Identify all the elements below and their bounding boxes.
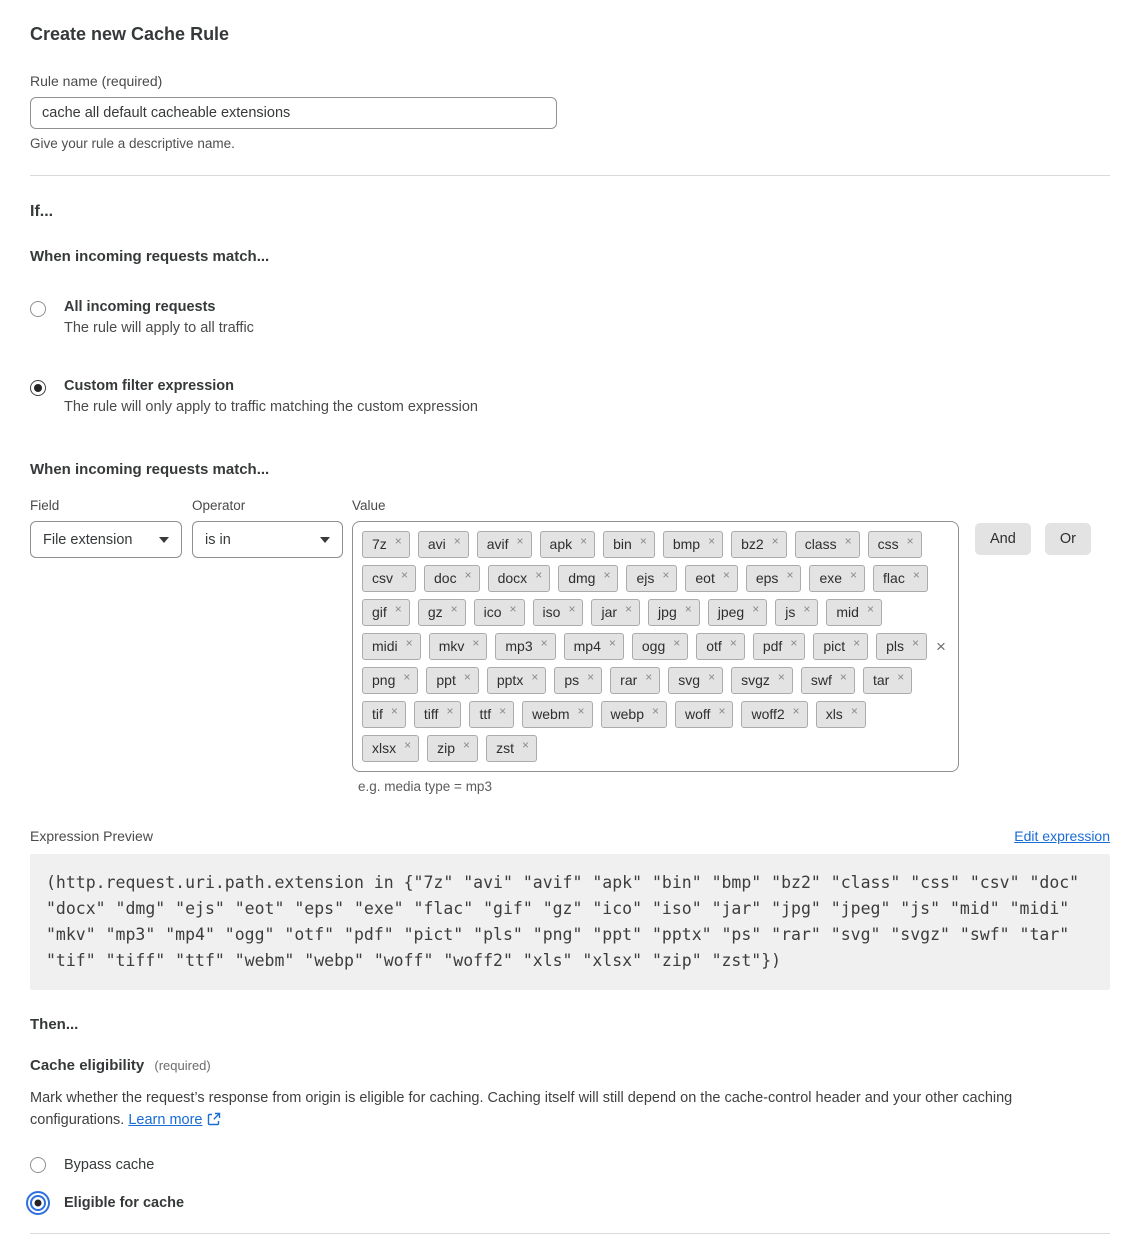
extension-tag-label: css xyxy=(877,536,899,552)
extension-tag-label: ico xyxy=(483,604,502,620)
extension-tag xyxy=(873,565,928,592)
edit-expression-link[interactable]: Edit expression xyxy=(1014,828,1110,844)
extension-tag-label: mid xyxy=(836,604,859,620)
extension-tag xyxy=(603,531,655,558)
remove-tag-icon[interactable]: × xyxy=(463,670,471,684)
cache-eligibility-description xyxy=(30,1087,1110,1133)
extension-tag xyxy=(362,565,416,592)
extension-tag xyxy=(746,565,802,592)
extension-tag xyxy=(685,565,737,592)
remove-tag-icon[interactable]: × xyxy=(839,670,847,684)
extension-tag xyxy=(418,531,469,558)
remove-tag-icon[interactable]: × xyxy=(625,602,633,616)
extension-tag-label: iso xyxy=(542,604,561,620)
remove-tag-icon[interactable]: × xyxy=(509,602,517,616)
extension-tag-label: jar xyxy=(601,604,618,620)
extension-tag-label: mp4 xyxy=(573,638,601,654)
filter-builder-row xyxy=(30,498,1110,794)
extension-tag xyxy=(488,565,551,592)
and-button[interactable]: And xyxy=(975,523,1031,555)
remove-tag-icon[interactable]: × xyxy=(446,704,454,718)
extension-tag-label: ttf xyxy=(479,706,492,722)
remove-tag-icon[interactable]: × xyxy=(771,534,779,548)
extension-tag-label: doc xyxy=(434,570,457,586)
radio-selected-icon[interactable] xyxy=(30,1195,46,1211)
remove-tag-icon[interactable]: × xyxy=(580,534,588,548)
extension-tag-label: otf xyxy=(706,638,722,654)
extension-tag-label: tif xyxy=(372,706,383,722)
remove-tag-icon[interactable]: × xyxy=(850,704,858,718)
remove-tag-icon[interactable]: × xyxy=(568,602,576,616)
remove-tag-icon[interactable]: × xyxy=(521,738,529,752)
expression-preview-label: Expression Preview xyxy=(30,828,153,844)
extension-tag-label: avi xyxy=(427,536,446,552)
extension-tag xyxy=(495,633,555,660)
remove-tag-icon[interactable]: × xyxy=(404,738,412,752)
remove-tag-icon[interactable]: × xyxy=(651,704,659,718)
extension-tag xyxy=(469,701,514,728)
extension-tag-label: zip xyxy=(437,740,456,756)
operator-select[interactable] xyxy=(192,521,343,558)
bypass-cache-option[interactable] xyxy=(30,1157,1110,1173)
extension-tag-label: class xyxy=(804,536,837,552)
extension-tag xyxy=(801,667,855,694)
extension-tag-label: bmp xyxy=(672,536,701,552)
extension-tag xyxy=(816,701,866,728)
extension-tag xyxy=(731,667,793,694)
radio-unselected-icon[interactable] xyxy=(30,1157,46,1173)
extension-tag-label: ogg xyxy=(641,638,666,654)
remove-tag-icon[interactable]: × xyxy=(540,636,548,650)
remove-tag-icon[interactable]: × xyxy=(453,534,461,548)
extension-tag-label: exe xyxy=(819,570,843,586)
extension-tag-label: avif xyxy=(486,536,509,552)
remove-tag-icon[interactable]: × xyxy=(662,568,670,582)
extension-tags xyxy=(362,531,928,762)
remove-tag-icon[interactable]: × xyxy=(639,534,647,548)
extension-tag-label: ejs xyxy=(636,570,655,586)
extension-tag xyxy=(591,599,640,626)
extension-tag xyxy=(477,531,532,558)
then-heading: Then... xyxy=(30,1016,79,1033)
extension-tag-label: woff2 xyxy=(751,706,785,722)
rule-name-help: Give your rule a descriptive name. xyxy=(30,136,235,151)
extension-tag-label: gz xyxy=(427,604,443,620)
remove-tag-icon[interactable]: × xyxy=(803,602,811,616)
extension-tag-label: bin xyxy=(613,536,632,552)
extension-tag-label: webm xyxy=(532,706,570,722)
extension-tag xyxy=(362,701,406,728)
remove-tag-icon[interactable]: × xyxy=(450,602,458,616)
extension-tag-label: jpeg xyxy=(717,604,745,620)
extension-tag xyxy=(626,565,677,592)
remove-tag-icon[interactable]: × xyxy=(394,534,402,548)
extension-tag xyxy=(533,599,584,626)
field-select-value: File extension xyxy=(43,531,133,548)
radio-label: Bypass cache xyxy=(64,1157,155,1173)
remove-tag-icon[interactable]: × xyxy=(718,704,726,718)
remove-tag-icon[interactable]: × xyxy=(535,568,543,582)
required-note: (required) xyxy=(154,1058,211,1073)
extension-tag xyxy=(362,531,410,558)
extension-tag-label: eot xyxy=(695,570,715,586)
extension-tag xyxy=(668,667,723,694)
extension-tag-label: pls xyxy=(886,638,905,654)
extension-tag-label: svgz xyxy=(741,672,770,688)
remove-tag-icon[interactable]: × xyxy=(608,636,616,650)
extension-tag-label: jpg xyxy=(658,604,677,620)
radio-label: Custom filter expression xyxy=(64,378,235,394)
field-select[interactable] xyxy=(30,521,182,558)
extension-tag xyxy=(610,667,660,694)
clear-all-icon[interactable]: × xyxy=(936,637,946,656)
remove-tag-icon[interactable]: × xyxy=(403,670,411,684)
section-divider xyxy=(30,175,1110,176)
value-hint: e.g. media type = mp3 xyxy=(358,779,492,794)
remove-tag-icon[interactable]: × xyxy=(752,602,760,616)
remove-tag-icon[interactable]: × xyxy=(673,636,681,650)
extension-tag xyxy=(362,667,418,694)
remove-tag-icon[interactable]: × xyxy=(516,534,524,548)
remove-tag-icon[interactable]: × xyxy=(603,568,611,582)
remove-tag-icon[interactable]: × xyxy=(401,568,409,582)
extension-tag-label: mkv xyxy=(438,638,465,654)
radio-unselected-icon[interactable] xyxy=(30,301,46,317)
remove-tag-icon[interactable]: × xyxy=(792,704,800,718)
extension-tag xyxy=(795,531,860,558)
extension-tag xyxy=(427,735,478,762)
extension-tag-label: dmg xyxy=(568,570,596,586)
extension-tag-label: svg xyxy=(678,672,701,688)
extension-tag xyxy=(487,667,546,694)
page-title: Create new Cache Rule xyxy=(30,24,230,44)
remove-tag-icon[interactable]: × xyxy=(722,568,730,582)
rule-name-label: Rule name (required) xyxy=(30,73,163,89)
extension-tag-label: ps xyxy=(564,672,580,688)
extension-tag-label: docx xyxy=(497,570,528,586)
remove-tag-icon[interactable]: × xyxy=(777,670,785,684)
remove-tag-icon[interactable]: × xyxy=(853,636,861,650)
extension-tag xyxy=(426,667,478,694)
remove-tag-icon[interactable]: × xyxy=(587,670,595,684)
extension-tag-label: pict xyxy=(823,638,846,654)
extension-tag xyxy=(663,531,723,558)
expression-preview-code: (http.request.uri.path.extension in {"7z" "avi" "avif" "apk" "bin" "bmp" "bz2" "class" "css" "csv" "doc" "docx" "dmg" "ejs" "eot" "eps" "exe" "flac" "gif" "gz" "ico" "iso" "jar" "jpg" "jpeg" "js" "mid" "midi" "mkv" "mp3" "mp4" "ogg" "otf" "pdf" "pict" "pls" "png" "ppt" "pptx" "ps" "rar" "svg" "svgz" "swf" "tar" "tif" "tiff" "ttf" "webm" "webp" "woff" "woff2" "xls" "xlsx" "zip" "zst"}) xyxy=(30,854,1110,990)
radio-label: All incoming requests xyxy=(64,299,216,315)
extension-tag-label: tar xyxy=(872,672,890,688)
remove-tag-icon[interactable]: × xyxy=(684,602,692,616)
extension-tag xyxy=(362,599,410,626)
filter-builder-heading: When incoming requests match... xyxy=(30,461,270,478)
remove-tag-icon[interactable]: × xyxy=(844,534,852,548)
extension-tag xyxy=(424,565,480,592)
extension-tag-label: xlsx xyxy=(372,740,397,756)
learn-more-link[interactable]: Learn more xyxy=(128,1112,203,1128)
extension-tag-label: csv xyxy=(372,570,393,586)
external-link-icon xyxy=(207,1111,221,1133)
extension-tag-label: apk xyxy=(549,536,573,552)
remove-tag-icon[interactable]: × xyxy=(531,670,539,684)
radio-label: Eligible for cache xyxy=(64,1195,185,1211)
extension-tag xyxy=(813,633,868,660)
extension-tag xyxy=(474,599,525,626)
remove-tag-icon[interactable]: × xyxy=(866,602,874,616)
remove-tag-icon[interactable]: × xyxy=(577,704,585,718)
remove-tag-icon[interactable]: × xyxy=(906,534,914,548)
remove-tag-icon[interactable]: × xyxy=(394,602,402,616)
extension-tag-label: pdf xyxy=(762,638,783,654)
description-text: Mark whether the request’s response from origin is eligible for caching. Caching itself will still depend on the cache-control header and your other caching configurations. xyxy=(30,1090,1013,1128)
extension-tag xyxy=(696,633,745,660)
extension-tag-label: mp3 xyxy=(505,638,533,654)
extension-tag xyxy=(522,701,592,728)
radio-description: The rule will apply to all traffic xyxy=(64,320,254,336)
extension-tag-label: rar xyxy=(620,672,638,688)
extension-tag xyxy=(753,633,805,660)
remove-tag-icon[interactable]: × xyxy=(786,568,794,582)
remove-tag-icon[interactable]: × xyxy=(850,568,858,582)
all-incoming-requests-option[interactable] xyxy=(30,299,1110,336)
extension-tag xyxy=(362,735,419,762)
remove-tag-icon[interactable]: × xyxy=(499,704,507,718)
if-heading: If... xyxy=(30,203,54,220)
extension-tag xyxy=(731,531,787,558)
extension-tag xyxy=(826,599,882,626)
extension-tag-label: 7z xyxy=(372,536,387,552)
remove-tag-icon[interactable]: × xyxy=(729,636,737,650)
extension-tag xyxy=(414,701,462,728)
value-multiselect[interactable] xyxy=(352,521,959,772)
extension-tag-label: png xyxy=(372,672,396,688)
custom-filter-expression-option[interactable] xyxy=(30,378,1110,415)
extension-tag-label: zst xyxy=(496,740,514,756)
extension-tag xyxy=(564,633,624,660)
remove-tag-icon[interactable]: × xyxy=(897,670,905,684)
extension-tag xyxy=(868,531,922,558)
extension-tag xyxy=(362,633,421,660)
cache-eligibility-title: Cache eligibility xyxy=(30,1057,145,1074)
extension-tag xyxy=(876,633,927,660)
extension-tag xyxy=(429,633,488,660)
operator-label: Operator xyxy=(192,498,246,513)
extension-tag xyxy=(558,565,618,592)
eligible-for-cache-option[interactable] xyxy=(30,1195,1110,1211)
remove-tag-icon[interactable]: × xyxy=(472,636,480,650)
radio-description: The rule will only apply to traffic matching the custom expression xyxy=(64,399,478,415)
extension-tag xyxy=(675,701,733,728)
extension-tag-label: tiff xyxy=(423,706,439,722)
extension-tag-label: js xyxy=(785,604,796,620)
extension-tag-label: bz2 xyxy=(741,536,764,552)
extension-tag-label: pptx xyxy=(496,672,524,688)
extension-tag xyxy=(486,735,537,762)
extension-tag-label: webp xyxy=(610,706,644,722)
field-label: Field xyxy=(30,498,60,513)
extension-tag-label: flac xyxy=(883,570,905,586)
extension-tag xyxy=(601,701,667,728)
extension-tag xyxy=(632,633,688,660)
remove-tag-icon[interactable]: × xyxy=(912,636,920,650)
remove-tag-icon[interactable]: × xyxy=(645,670,653,684)
operator-select-value: is in xyxy=(205,531,231,548)
rule-name-input[interactable] xyxy=(30,97,557,129)
radio-selected-icon[interactable] xyxy=(30,380,46,396)
remove-tag-icon[interactable]: × xyxy=(405,636,413,650)
remove-tag-icon[interactable]: × xyxy=(912,568,920,582)
or-button[interactable]: Or xyxy=(1045,523,1091,555)
extension-tag-label: midi xyxy=(372,638,398,654)
chevron-down-icon xyxy=(320,537,330,543)
extension-tag xyxy=(708,599,767,626)
extension-tag-label: xls xyxy=(825,706,843,722)
extension-tag xyxy=(741,701,807,728)
extension-tag xyxy=(540,531,596,558)
remove-tag-icon[interactable]: × xyxy=(708,670,716,684)
extension-tag-label: gif xyxy=(372,604,387,620)
extension-tag-label: woff xyxy=(685,706,711,722)
extension-tag xyxy=(554,667,602,694)
remove-tag-icon[interactable]: × xyxy=(790,636,798,650)
extension-tag xyxy=(863,667,912,694)
value-label: Value xyxy=(352,498,386,513)
remove-tag-icon[interactable]: × xyxy=(708,534,716,548)
extension-tag-label: swf xyxy=(810,672,832,688)
extension-tag xyxy=(648,599,700,626)
extension-tag-label: ppt xyxy=(436,672,456,688)
extension-tag xyxy=(809,565,865,592)
extension-tag-label: eps xyxy=(755,570,779,586)
remove-tag-icon[interactable]: × xyxy=(463,738,471,752)
remove-tag-icon[interactable]: × xyxy=(464,568,472,582)
match-heading: When incoming requests match... xyxy=(30,248,270,265)
extension-tag xyxy=(775,599,818,626)
chevron-down-icon xyxy=(159,537,169,543)
remove-tag-icon[interactable]: × xyxy=(390,704,398,718)
extension-tag xyxy=(418,599,466,626)
